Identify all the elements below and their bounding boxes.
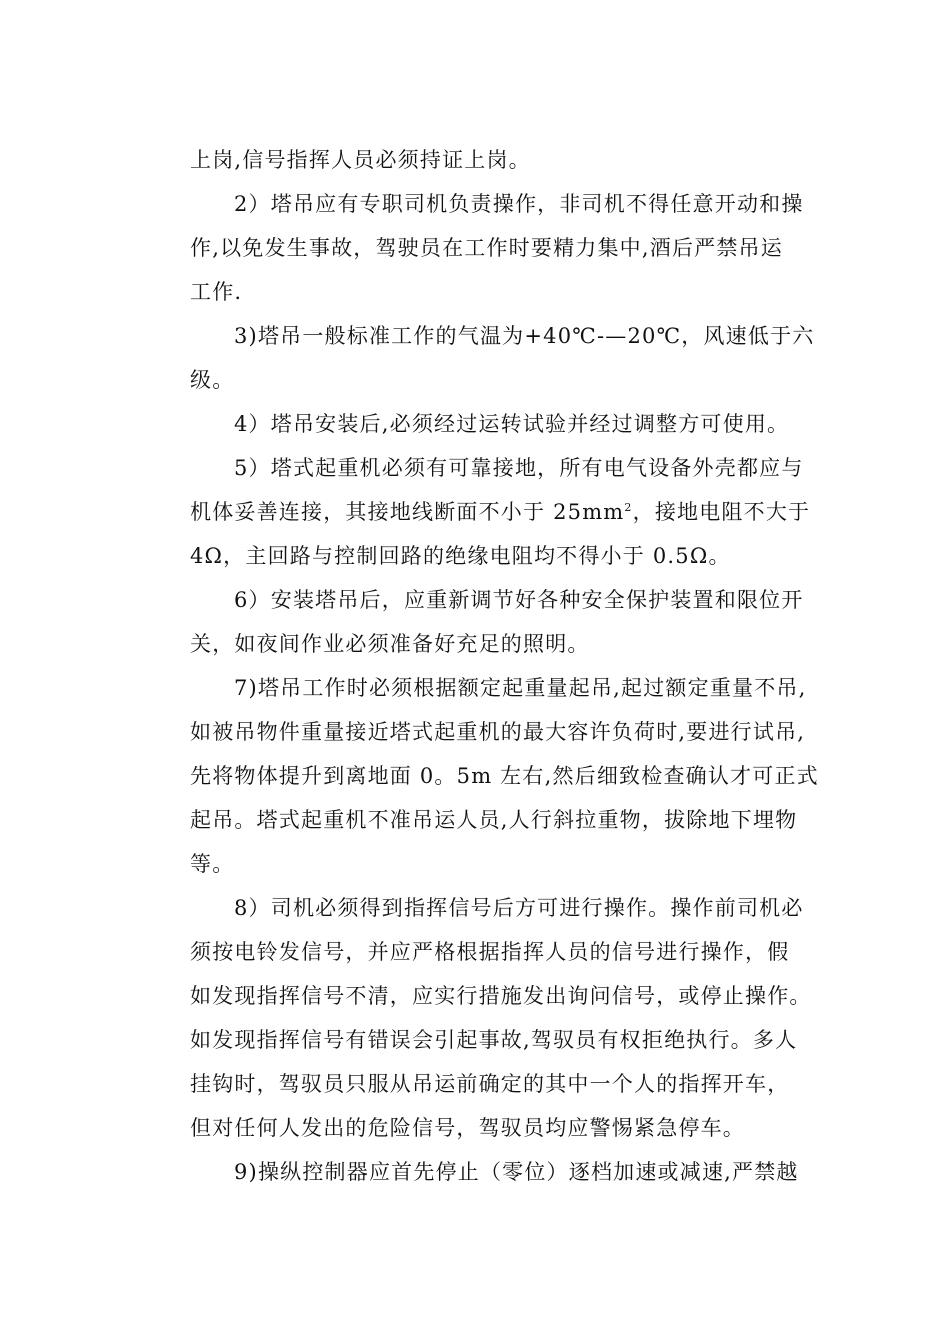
paragraph-line: 如发现指挥信号有错误会引起事故,驾驭员有权拒绝执行。多人	[190, 1028, 798, 1052]
paragraph-line: 但对任何人发出的危险信号，驾驭员均应警惕紧急停车。	[190, 1116, 745, 1140]
paragraph-line: 上岗,信号指挥人员必须持证上岗。	[190, 148, 531, 172]
paragraph-line-tail: ，接地电阻不大于	[632, 500, 811, 524]
paragraph-line: 级。	[190, 368, 235, 392]
paragraph-line: 工作.	[190, 280, 243, 304]
paragraph-line: 3)塔吊一般标准工作的气温为+40℃-—20℃，风速低于六	[234, 324, 815, 348]
paragraph-line: 如被吊物件重量接近塔式起重机的最大容许负荷时,要进行试吊,	[190, 720, 806, 744]
paragraph-line: 2）塔吊应有专职司机负责操作，非司机不得任意开动和操	[234, 192, 804, 216]
superscript: 2	[624, 501, 633, 514]
paragraph-line-text: 机体妥善连接，其接地线断面不小于 25mm	[190, 500, 625, 524]
paragraph-line: 等。	[190, 852, 235, 876]
paragraph-line: 起吊。塔式起重机不准吊运人员,人行斜拉重物，拔除地下埋物	[190, 808, 798, 832]
paragraph-line: 9)操纵控制器应首先停止（零位）逐档加速或减速,严禁越	[234, 1160, 799, 1184]
paragraph-line: 先将物体提升到离地面 0。5m 左右,然后细致检查确认才可正式	[190, 764, 819, 788]
paragraph-line: 8）司机必须得到指挥信号后方可进行操作。操作前司机必	[234, 896, 804, 920]
paragraph-line: 须按电铃发信号，并应严格根据指挥人员的信号进行操作，假	[190, 940, 790, 964]
paragraph-line: 如发现指挥信号不清，应实行措施发出询问信号，或停止操作。	[190, 984, 812, 1008]
paragraph-line: 4）塔吊安装后,必须经过运转试验并经过调整方可使用。	[234, 412, 790, 436]
document-page	[190, 138, 830, 1194]
paragraph-line: 挂钩时，驾驭员只服从吊运前确定的其中一个人的指挥开车，	[190, 1072, 790, 1096]
paragraph-line: 6）安装塔吊后，应重新调节好各种安全保护装置和限位开	[234, 588, 804, 612]
paragraph-line-with-superscript	[190, 490, 830, 534]
paragraph-line: 4Ω，主回路与控制回路的绝缘电阻均不得小于 0.5Ω。	[190, 544, 731, 568]
paragraph-line: 作,以免发生事故，驾驶员在工作时要精力集中,酒后严禁吊运	[190, 236, 783, 260]
paragraph-line: 5）塔式起重机必须有可靠接地，所有电气设备外壳都应与	[234, 456, 804, 480]
paragraph-line: 7)塔吊工作时必须根据额定起重量起吊,起过额定重量不吊,	[234, 676, 807, 700]
paragraph-line: 关，如夜间作业必须准备好充足的照明。	[190, 632, 590, 656]
